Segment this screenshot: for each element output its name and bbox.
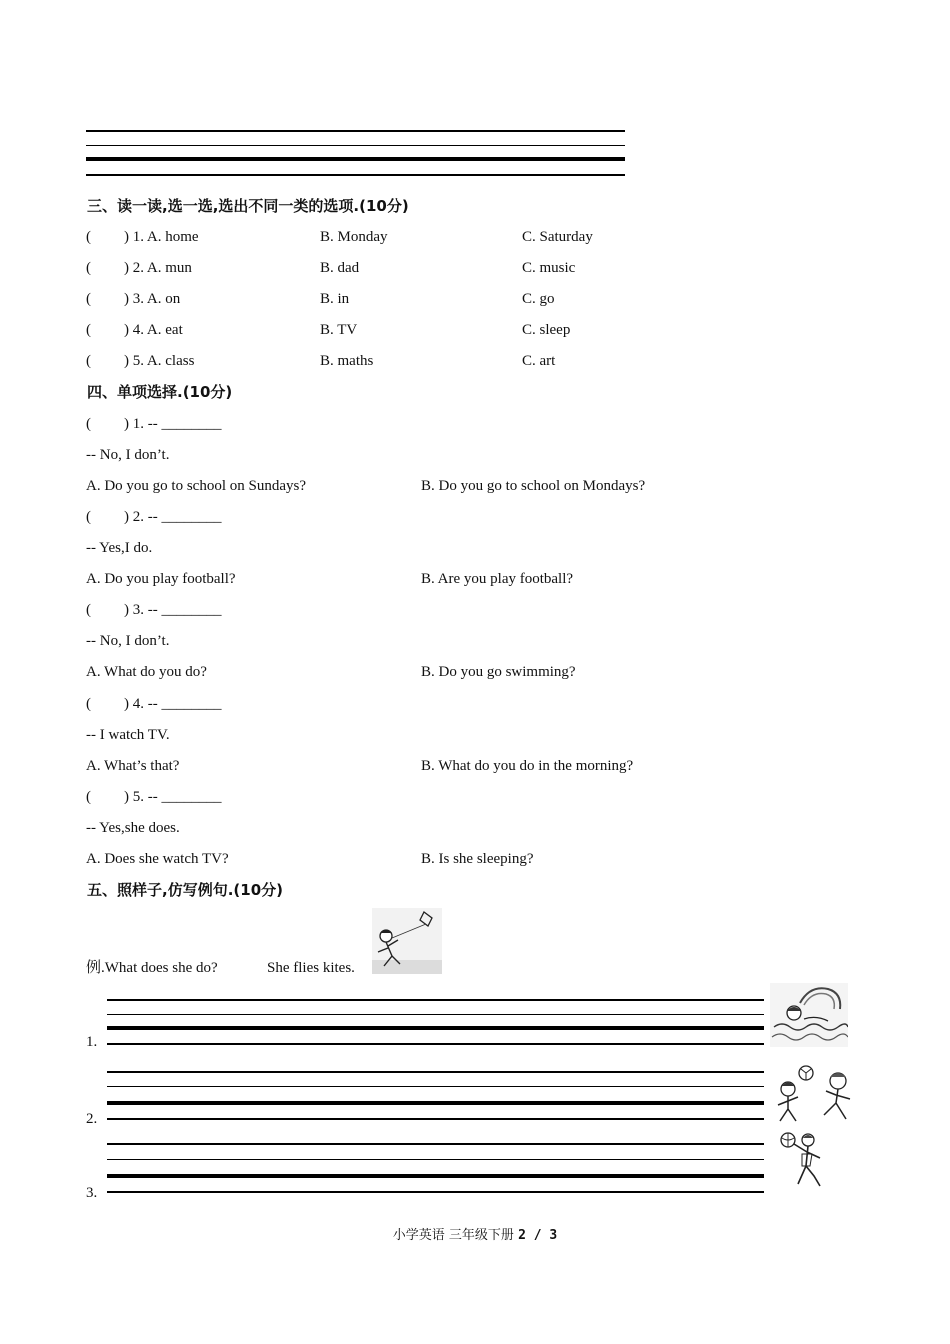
kite-child-icon bbox=[372, 908, 442, 974]
option-c: C. sleep bbox=[522, 322, 571, 338]
answer-paren[interactable]: ( bbox=[86, 260, 91, 276]
question-4-answer: -- I watch TV. bbox=[86, 727, 170, 743]
answer-paren[interactable]: ( bbox=[86, 602, 91, 618]
section3-title: 三、读一读,选一选,选出不同一类的选项.(10分) bbox=[87, 197, 409, 215]
page-footer bbox=[0, 1224, 950, 1243]
option-b: B. TV bbox=[320, 322, 358, 338]
option-b: B. dad bbox=[320, 260, 360, 276]
answer-paren[interactable]: ( bbox=[86, 291, 91, 307]
question-4: ) 4. -- ________ bbox=[124, 696, 222, 712]
basketball-player-icon bbox=[776, 1128, 838, 1194]
answer-paren[interactable]: ( bbox=[86, 353, 91, 369]
swimming-child-icon bbox=[770, 983, 848, 1047]
question-2-answer: -- Yes,I do. bbox=[86, 540, 153, 556]
option-b: B. Monday bbox=[320, 229, 388, 245]
question-2-option-b: B. Are you play football? bbox=[421, 571, 574, 587]
section4-title: 四、单项选择.(10分) bbox=[87, 383, 233, 401]
option-c: C. Saturday bbox=[522, 229, 593, 245]
question-3-option-a: A. What do you do? bbox=[86, 664, 207, 680]
answer-paren[interactable]: ( bbox=[86, 416, 91, 432]
option-c: C. art bbox=[522, 353, 556, 369]
item-number-3: 3. bbox=[86, 1185, 98, 1201]
option-b: B. maths bbox=[320, 353, 374, 369]
question-2: ) 2. -- ________ bbox=[124, 509, 222, 525]
answer-paren[interactable]: ( bbox=[86, 322, 91, 338]
question-1: ) 1. -- ________ bbox=[124, 416, 222, 432]
question-2-option-a: A. Do you play football? bbox=[86, 571, 236, 587]
answer-paren[interactable]: ( bbox=[86, 696, 91, 712]
question-3: ) 3. -- ________ bbox=[124, 602, 222, 618]
page-number: 2 / 3 bbox=[518, 1228, 558, 1243]
question-4-option-b: B. What do you do in the morning? bbox=[421, 758, 634, 774]
question-5-option-a: A. Does she watch TV? bbox=[86, 851, 229, 867]
question-5-answer: -- Yes,she does. bbox=[86, 820, 180, 836]
option-a: ) 3. A. on bbox=[124, 291, 181, 307]
option-a: ) 1. A. home bbox=[124, 229, 199, 245]
question-3-answer: -- No, I don’t. bbox=[86, 633, 170, 649]
option-a: ) 5. A. class bbox=[124, 353, 195, 369]
option-a: ) 2. A. mun bbox=[124, 260, 192, 276]
question-4-option-a: A. What’s that? bbox=[86, 758, 180, 774]
example-question: 例.What does she do? bbox=[86, 960, 218, 976]
question-1-option-b: B. Do you go to school on Mondays? bbox=[421, 478, 646, 494]
option-b: B. in bbox=[320, 291, 350, 307]
example-answer: She flies kites. bbox=[267, 960, 355, 976]
item-number-1: 1. bbox=[86, 1034, 98, 1050]
question-5-option-b: B. Is she sleeping? bbox=[421, 851, 534, 867]
answer-paren[interactable]: ( bbox=[86, 789, 91, 805]
section5-title: 五、照样子,仿写例句.(10分) bbox=[87, 881, 283, 899]
option-c: C. music bbox=[522, 260, 576, 276]
answer-paren[interactable]: ( bbox=[86, 509, 91, 525]
footer-subject: 小学英语 三年级下册 bbox=[392, 1228, 514, 1243]
question-1-option-a: A. Do you go to school on Sundays? bbox=[86, 478, 306, 494]
item-number-2: 2. bbox=[86, 1111, 98, 1127]
football-children-icon bbox=[770, 1063, 864, 1127]
question-1-answer: -- No, I don’t. bbox=[86, 447, 170, 463]
question-3-option-b: B. Do you go swimming? bbox=[421, 664, 576, 680]
option-a: ) 4. A. eat bbox=[124, 322, 183, 338]
answer-paren[interactable]: ( bbox=[86, 229, 91, 245]
option-c: C. go bbox=[522, 291, 555, 307]
question-5: ) 5. -- ________ bbox=[124, 789, 222, 805]
